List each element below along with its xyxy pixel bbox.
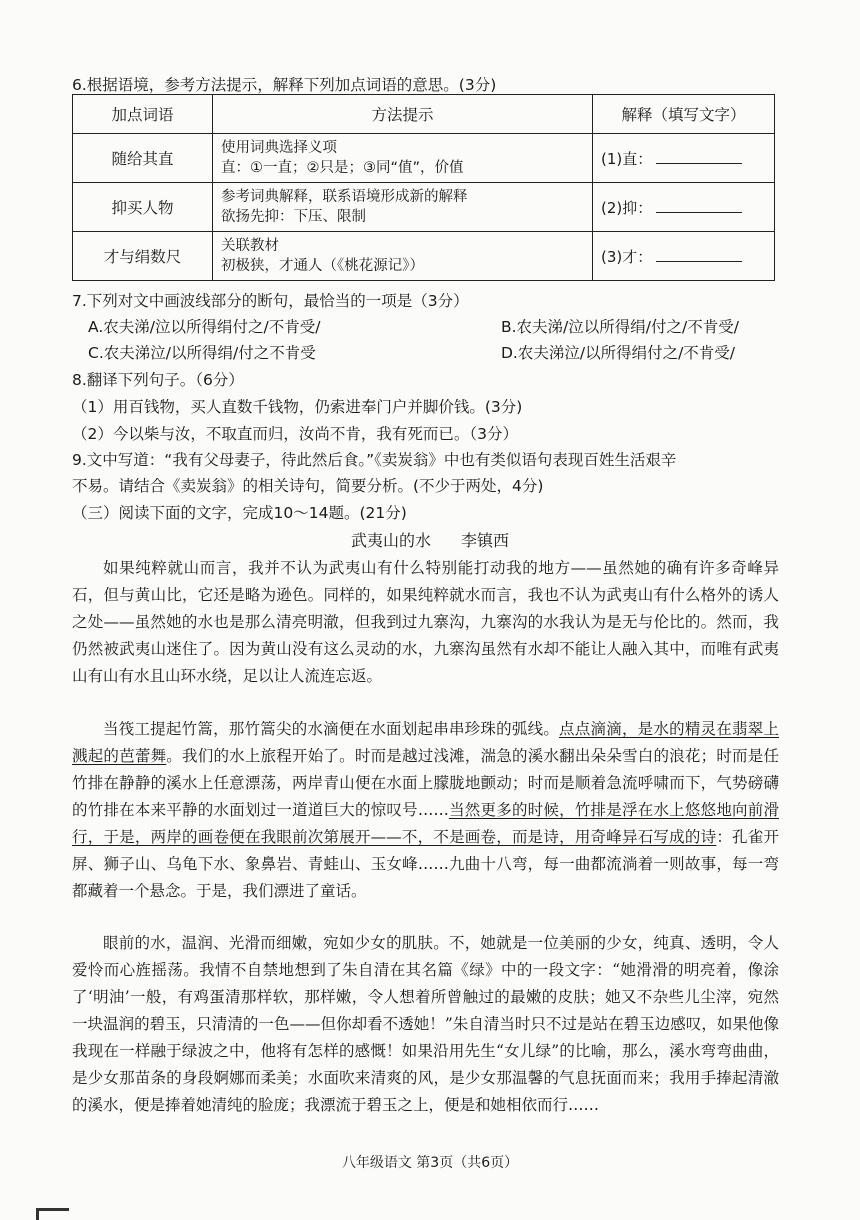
table-row xyxy=(73,134,775,183)
answer-blank[interactable] xyxy=(656,149,742,164)
header-answer: 解释（填写文字） xyxy=(593,95,775,134)
q9-line-2: 不易。请结合《卖炭翁》的相关诗句，简要分析。(不少于两处，4分) xyxy=(72,477,544,495)
paragraph-text: 当筏工提起竹篙，那竹篙尖的水滴便在水面划起串串珍珠的弧线。 xyxy=(103,720,560,738)
q8-item-2: （2）今以柴与汝，不取直而归，汝尚不肯，我有死而已。（3分） xyxy=(72,425,518,443)
article-paragraph-3: 眼前的水，温润、光滑而细嫩，宛如少女的肌肤。不，她就是一位美丽的少女，纯真、透明，令人爱怜而心旌摇荡。我情不自禁地想到了朱自清在其名篇《绿》中的一段文字：“她滑滑的明亮着，像涂了‘明油’一般，有鸡蛋清那样软，那样嫩，令人想着所曾触过的最嫩的皮肤；她又不杂些儿尘滓，宛然一块温润的碧玉，只清清的一色——但你却看不透她！”朱自清当时只不过是站在碧玉边感叹，如果他像我现在一样融于绿波之中，他将有怎样的感慨！如果沿用先生“女儿绿”的比喻，那么，溪水弯弯曲曲，是少女那苗条的身段婀娜而柔美；水面吹来清爽的风，是少女那温馨的气息抚面而来；我用手捧起清澈的溪水，便是捧着她清纯的脸庞；我漂流于碧玉之上，便是和她相依而行…… xyxy=(72,934,779,1114)
option-c[interactable]: C.农夫涕泣/以所得绢/付之不肯受 xyxy=(88,344,316,362)
option-a[interactable]: A.农夫涕/泣以所得绢付之/不肯受/ xyxy=(88,318,321,336)
answer-label: (1)直： xyxy=(601,149,653,168)
word-cell: 随给其直 xyxy=(73,134,213,183)
article-title: 武夷山的水 xyxy=(350,531,431,550)
q8-stem: 8.翻译下列句子。（6分） xyxy=(72,371,244,389)
underlined-sentence: 当然更多的时候，竹排是浮在水上悠悠地向前滑行，于是，两岸的画卷便在我眼前次第展开——不，不是画卷，而是诗，用奇峰异石写成的诗 xyxy=(72,801,779,846)
page-footer: 八年级语文 第3页（共6页） xyxy=(341,1155,519,1171)
article-paragraph-1: 如果纯粹就山而言，我并不认为武夷山有什么特别能打动我的地方——虽然她的确有许多奇峰异石，但与黄山比，它还是略为逊色。同样的，如果纯粹就水而言，我也不认为武夷山有什么格外的诱人之处——虽然她的水也是那么清亮明澈，但我到过九寨沟，九寨沟的水我认为是无与伦比的。然而，我仍然被武夷山迷住了。因为黄山没有这么灵动的水，九寨沟虽然有水却不能让人融入其中，而唯有武夷山有山有水且山环水绕，足以让人流连忘返。 xyxy=(72,559,779,685)
q7-stem: 7.下列对文中画波线部分的断句，最恰当的一项是（3分） xyxy=(72,292,469,310)
q7-options-row xyxy=(88,316,739,338)
q6-stem: 6.根据语境，参考方法提示，解释下列加点词语的意思。(3分) xyxy=(72,76,497,94)
table-row xyxy=(73,183,775,232)
hint-line: 欲扬先抑：下压、限制 xyxy=(221,209,366,225)
word-cell: 才与绢数尺 xyxy=(73,232,213,281)
paragraph-text: ：孔雀开屏、狮子山、乌龟下水、象鼻岩、青蛙山、玉女峰……九曲十八弯，每一曲都流淌着一则故事，每一弯都藏着一个悬念。于是，我们漂进了童话。 xyxy=(72,828,779,900)
corner-mark xyxy=(36,1208,69,1220)
underlined-sentence: 点点滴滴，是水的精灵在翡翠上溅起的芭蕾舞 xyxy=(72,720,779,765)
hint-line: 参考词典解释，联系语境形成新的解释 xyxy=(221,189,468,205)
word-cell: 抑买人物 xyxy=(73,183,213,232)
hint-line: 关联教材 xyxy=(221,238,279,254)
paragraph-text: 。我们的水上旅程开始了。时而是越过浅滩，湍急的溪水翻出朵朵雪白的浪花；时而是任竹排在静静的溪水上任意漂荡，两岸青山便在水面上朦胧地颤动；时而是顺着急流呼啸而下，气势磅礴的竹排在本来平静的水面划过一道道巨大的惊叹号…… xyxy=(72,747,779,819)
answer-label: (2)抑： xyxy=(601,198,653,217)
answer-blank[interactable] xyxy=(656,247,742,262)
answer-label: (3)才： xyxy=(601,247,653,266)
answer-cell xyxy=(593,232,775,281)
hint-line: 使用词典选择义项 xyxy=(221,140,337,156)
option-b[interactable]: B.农夫涕/泣以所得绢/付之/不肯受/ xyxy=(501,318,739,336)
hint-cell xyxy=(213,134,593,183)
option-d[interactable]: D.农夫涕泣/以所得绢付之/不肯受/ xyxy=(501,344,736,362)
q8-item-1: （1）用百钱物，买人直数千钱物，仍索进奉门户并脚价钱。(3分) xyxy=(72,398,523,416)
hint-cell xyxy=(213,183,593,232)
article-author: 李镇西 xyxy=(461,531,510,550)
article-paragraph-2 xyxy=(72,716,779,905)
header-hint: 方法提示 xyxy=(213,95,593,134)
section-heading: （三）阅读下面的文字，完成10～14题。(21分) xyxy=(72,504,407,522)
hint-cell xyxy=(213,232,593,281)
table-row xyxy=(73,232,775,281)
answer-cell xyxy=(593,134,775,183)
vocab-table xyxy=(72,94,775,281)
header-word: 加点词语 xyxy=(73,95,213,134)
q9-line-1: 9.文中写道：“我有父母妻子，待此然后食。”《卖炭翁》中也有类似语句表现百姓生活艰辛 xyxy=(72,451,677,469)
hint-line: 初极狭，才通人（《桃花源记》） xyxy=(221,258,424,274)
table-header-row xyxy=(73,95,775,134)
q7-options-row xyxy=(88,342,736,364)
answer-blank[interactable] xyxy=(656,198,742,213)
answer-cell xyxy=(593,183,775,232)
hint-line: 直：①一直；②只是；③同“值”，价值 xyxy=(221,160,464,176)
article-heading xyxy=(0,528,860,551)
